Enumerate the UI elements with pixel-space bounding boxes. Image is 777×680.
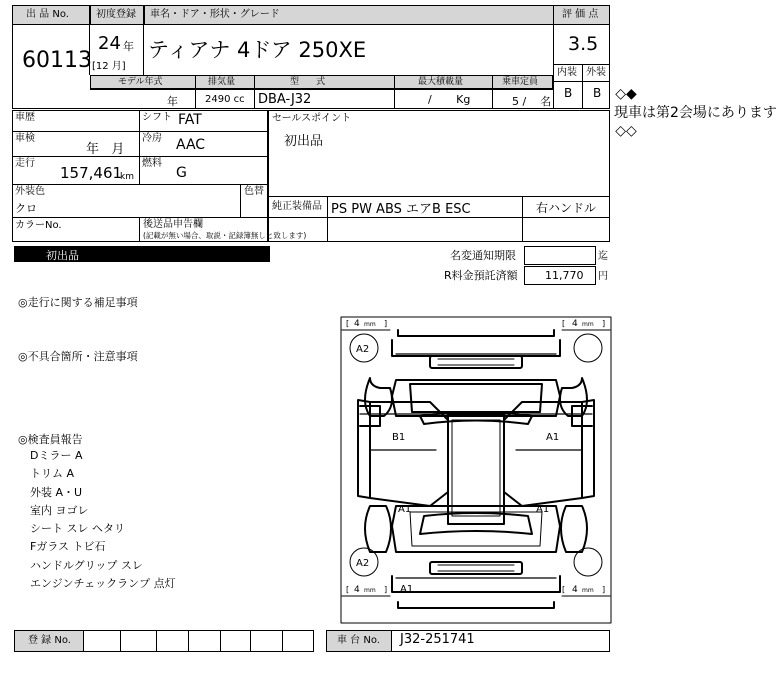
- name-label: 車名・ドア・形状・グレード: [150, 9, 280, 20]
- inspector-line: Fガラス トビ石: [30, 540, 106, 553]
- tire-depth-fr: 4: [572, 319, 578, 329]
- inspection-value: 年 月: [86, 142, 125, 157]
- first-listing-text: 初出品: [46, 249, 79, 262]
- name-change-box: [524, 246, 596, 265]
- capacity-label: 乗車定員: [502, 77, 539, 87]
- mark-a1-right-rear: A1: [536, 504, 550, 515]
- svg-text:[: [: [562, 585, 566, 594]
- model-year-unit: 年: [167, 95, 178, 108]
- max-load: / Kg: [428, 93, 471, 106]
- mileage: 157,461: [60, 164, 123, 182]
- recycle-fee: 11,770: [545, 269, 584, 282]
- car-name: ティアナ 4ドア 250XE: [148, 38, 367, 62]
- chassis-no: J32-251741: [400, 632, 475, 647]
- displacement-label: 排気量: [208, 77, 236, 87]
- aftermarket-note: (記載が無い場合、取説・記録簿無しと致します): [143, 231, 307, 240]
- capacity: 5 / 名: [512, 95, 552, 108]
- mileage-unit: km: [120, 172, 134, 182]
- name-change-label: 名変通知期限: [450, 249, 516, 262]
- interior-grade: B: [564, 86, 573, 100]
- inspector-line: シート スレ ヘタリ: [30, 522, 125, 535]
- tire-depth-fl: 4: [354, 319, 360, 329]
- recycle-unit: 円: [598, 271, 608, 282]
- exterior-label: 外装: [586, 67, 606, 78]
- first-reg-year: 24: [98, 33, 121, 54]
- inspector-line: 外装 A・U: [30, 486, 83, 499]
- tire-unit-fr: mm: [582, 321, 594, 328]
- inspector-line: エンジンチェックランプ 点灯: [30, 577, 176, 590]
- tire-unit-fl: mm: [364, 321, 376, 328]
- score-label: 評 価 点: [562, 9, 599, 20]
- lot-no-label: 出 品 No.: [26, 9, 69, 20]
- lot-no: 60113: [22, 48, 92, 73]
- shift-label: シフト: [142, 112, 172, 123]
- first-reg-month: [12 月]: [92, 61, 126, 72]
- svg-text:[: [: [562, 319, 566, 328]
- aftermarket-label: 後送品申告欄: [143, 219, 203, 230]
- aircon: AAC: [176, 137, 206, 153]
- sales-point: 初出品: [284, 134, 324, 149]
- interior-label: 内装: [557, 67, 577, 78]
- inspector-title: ◎検査員報告: [18, 433, 83, 446]
- inspector-line: トリム A: [30, 467, 75, 480]
- inspector-line: 室内 ヨゴレ: [30, 504, 89, 517]
- car-damage-diagram: [340, 316, 612, 624]
- exterior-grade: B: [593, 86, 602, 100]
- model-year-label: モデル年式: [118, 77, 163, 87]
- sales-point-label: セールスポイント: [272, 113, 352, 124]
- displacement: 2490 cc: [205, 94, 245, 105]
- name-change-unit: 迄: [598, 251, 608, 262]
- steering: 右ハンドル: [536, 201, 597, 215]
- recycle-label: R料金預託済額: [444, 269, 518, 282]
- svg-text:]: ]: [384, 585, 388, 594]
- score: 3.5: [568, 33, 599, 55]
- aircon-label: 冷房: [142, 133, 162, 144]
- equipment: PS PW ABS エアB ESC: [331, 202, 471, 217]
- inspector-line: ハンドルグリップ スレ: [30, 559, 143, 572]
- color-label: 外装色: [15, 186, 45, 197]
- svg-text:[: [: [346, 585, 350, 594]
- equipment-label: 純正装備品: [272, 201, 322, 212]
- history-label: 車歴: [15, 112, 35, 123]
- driving-title: ◎走行に関する補足事項: [18, 296, 138, 309]
- chassis-label: 車 台 No.: [337, 635, 380, 646]
- mark-a1-left-rear: A1: [398, 504, 412, 515]
- mark-a1-rear-bumper: A1: [400, 584, 414, 595]
- svg-text:[: [: [346, 319, 350, 328]
- inspection-label: 車検: [15, 133, 35, 144]
- side-notice: ◇◆ 現車は第2会場にあります ◇◇: [614, 86, 777, 140]
- tire-unit-rl: mm: [364, 587, 376, 594]
- mark-a1-right-front: A1: [546, 432, 560, 443]
- mark-a2-front: A2: [356, 344, 370, 355]
- svg-text:]: ]: [384, 319, 388, 328]
- inspector-line: Dミラー A: [30, 449, 83, 462]
- fuel-label: 燃料: [142, 158, 162, 169]
- svg-text:]: ]: [602, 319, 606, 328]
- reg-no-label: 登 録 No.: [28, 635, 71, 646]
- tire-unit-rr: mm: [582, 587, 594, 594]
- shift: FAT: [178, 112, 202, 128]
- tire-depth-rr: 4: [572, 585, 578, 595]
- svg-text:]: ]: [602, 585, 606, 594]
- first-reg-year-unit: 年: [123, 40, 134, 53]
- tire-depth-rl: 4: [354, 585, 360, 595]
- mileage-label: 走行: [15, 158, 35, 169]
- mark-a2-rear: A2: [356, 558, 370, 569]
- fuel: G: [176, 165, 187, 181]
- color: クロ: [15, 202, 37, 215]
- max-load-label: 最大積載量: [418, 77, 464, 87]
- color-change-label: 色替: [244, 186, 264, 197]
- type-label: 型 式: [290, 77, 326, 87]
- model-code: DBA-J32: [258, 92, 312, 107]
- defects-title: ◎不具合箇所・注意事項: [18, 350, 138, 363]
- color-no-label: カラーNo.: [15, 220, 62, 231]
- first-reg-label: 初度登録: [96, 9, 136, 20]
- mark-b1: B1: [392, 432, 406, 443]
